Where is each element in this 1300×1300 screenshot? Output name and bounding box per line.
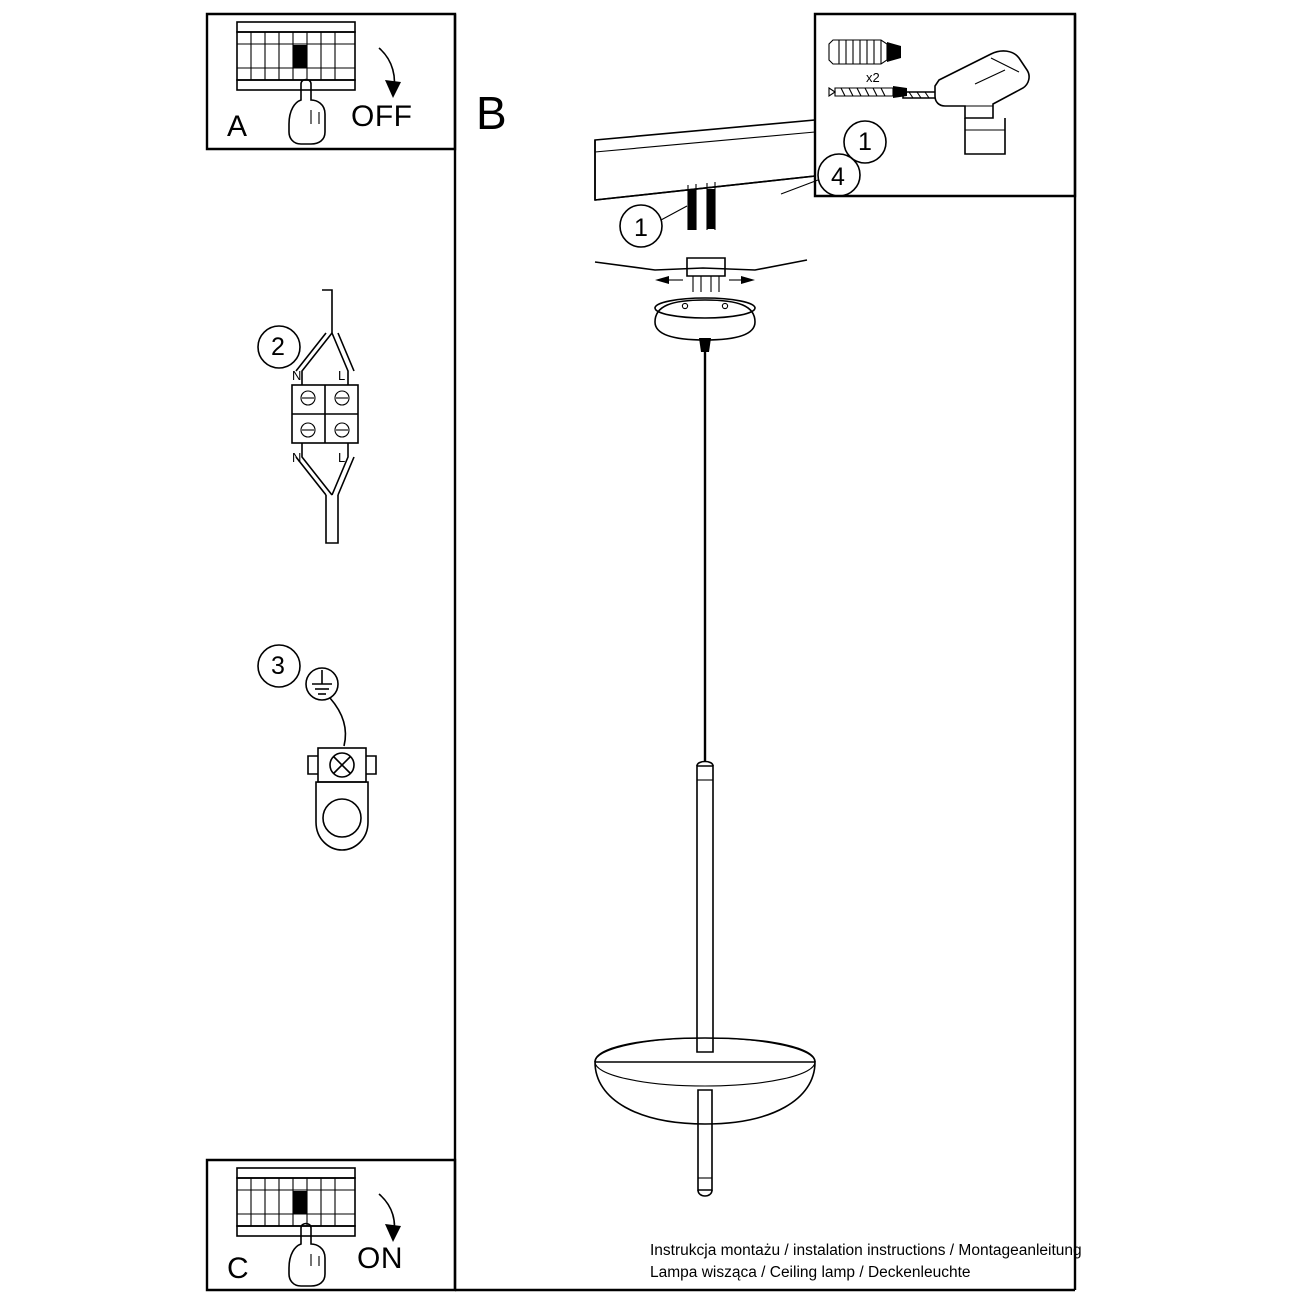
- callout-ceiling-screw-number: 1: [634, 214, 648, 242]
- panel-c-letter: C: [227, 1252, 249, 1285]
- panel-a: [207, 14, 455, 149]
- ceiling-slab: [595, 120, 815, 230]
- callout-terminal-number: 2: [271, 333, 285, 361]
- wall-plug-icon: [829, 40, 901, 64]
- earth-drawing: [300, 660, 420, 860]
- panel-a-letter: A: [227, 110, 248, 143]
- panel-earth: [300, 660, 420, 860]
- callout-bracket-number: 4: [831, 163, 845, 191]
- disc-shade: [595, 1038, 815, 1124]
- terminal-label-l-bottom: L: [338, 450, 346, 465]
- panel-a-state-label: OFF: [351, 100, 413, 133]
- callout-earth-number: 3: [271, 652, 285, 680]
- panel-c: [207, 1160, 455, 1290]
- terminal-label-n-top: N: [292, 368, 302, 383]
- lamp-drawing: [455, 90, 1075, 1210]
- footer-line-2: Lampa wisząca / Ceiling lamp / Deckenleuchte: [650, 1264, 971, 1281]
- hardware-quantity-label: x2: [866, 70, 880, 85]
- callout-tools-number: 1: [858, 128, 872, 156]
- panel-b-letter: B: [476, 87, 507, 139]
- earth-symbol-icon: [306, 668, 338, 700]
- mounting-bracket: [595, 258, 807, 292]
- footer-line-1: Instrukcja montażu / instalation instructions / Montageanleitung: [650, 1242, 1082, 1259]
- terminal-label-n-bottom: N: [292, 450, 302, 465]
- lamp-assembly: [455, 90, 1075, 1210]
- terminal-label-l-top: L: [338, 368, 346, 383]
- canopy: [655, 298, 755, 352]
- lamp-tube: [697, 762, 713, 1053]
- lower-stem: [698, 1090, 712, 1196]
- panel-c-state-label: ON: [357, 1242, 403, 1275]
- footer-text-block: [650, 1240, 1082, 1284]
